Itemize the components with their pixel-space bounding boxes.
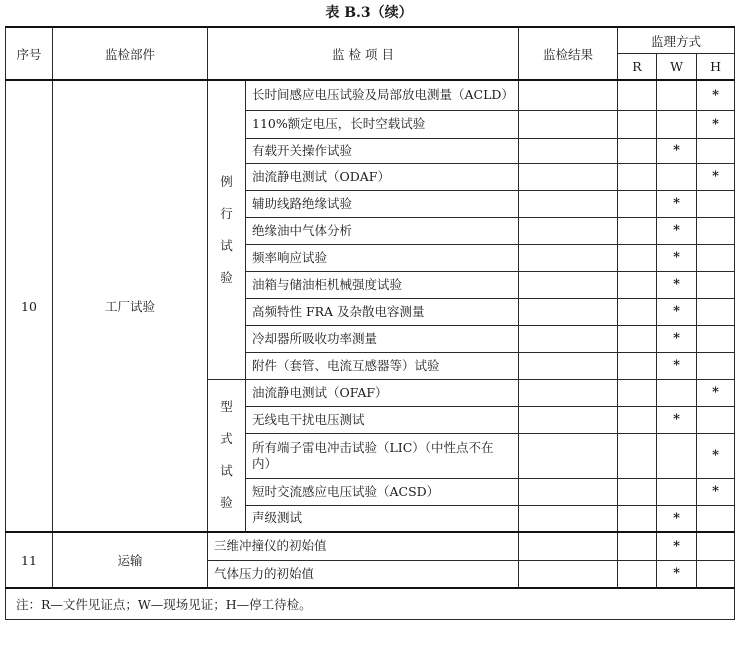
- item-text: 高频特性 FRA 及杂散电容测量: [246, 298, 519, 325]
- item-text: 油箱与储油柜机械强度试验: [246, 271, 519, 298]
- group-label-char: 试: [220, 237, 233, 253]
- mark-w: *: [657, 271, 697, 298]
- item-text: 所有端子雷电冲击试验（LIC）（中性点不在内）: [246, 433, 519, 478]
- result-cell: [519, 217, 618, 244]
- group-label-char: 例: [220, 173, 233, 189]
- mark-r: [618, 478, 657, 505]
- mark-w: *: [657, 190, 697, 217]
- group-label: [208, 379, 246, 532]
- result-cell: [519, 298, 618, 325]
- mark-h: [697, 505, 735, 532]
- mark-h: [697, 190, 735, 217]
- section-part: 工厂试验: [53, 80, 208, 532]
- mark-h: *: [697, 80, 735, 110]
- group-label-char: 型: [220, 399, 233, 415]
- mark-w: [657, 80, 697, 110]
- mark-w: [657, 110, 697, 138]
- mark-r: [618, 244, 657, 271]
- section-seq: 11: [6, 532, 53, 588]
- section-part: 运输: [53, 532, 208, 588]
- section-seq: 10: [6, 80, 53, 532]
- item-text: 声级测试: [246, 505, 519, 532]
- mark-r: [618, 298, 657, 325]
- mark-w: [657, 478, 697, 505]
- result-cell: [519, 244, 618, 271]
- group-label-char: 验: [220, 269, 233, 285]
- group-label-char: 行: [220, 205, 233, 221]
- mark-r: [618, 110, 657, 138]
- item-text: 三维冲撞仪的初始值: [208, 532, 519, 560]
- result-cell: [519, 406, 618, 433]
- header-result: 监检结果: [519, 27, 618, 80]
- item-text: 短时交流感应电压试验（ACSD）: [246, 478, 519, 505]
- mark-h: *: [697, 110, 735, 138]
- mark-w: *: [657, 138, 697, 163]
- header-part: 监检部件: [53, 27, 208, 80]
- result-cell: [519, 352, 618, 379]
- mark-r: [618, 190, 657, 217]
- group-label-char: 验: [220, 495, 233, 511]
- result-cell: [519, 560, 618, 588]
- mark-h: [697, 325, 735, 352]
- mark-h: [697, 298, 735, 325]
- note-row: [6, 588, 735, 620]
- mark-r: [618, 560, 657, 588]
- mark-h: [697, 352, 735, 379]
- mark-h: *: [697, 478, 735, 505]
- header-h: H: [697, 54, 735, 81]
- item-text: 气体压力的初始值: [208, 560, 519, 588]
- result-cell: [519, 190, 618, 217]
- mark-r: [618, 433, 657, 478]
- mark-r: [618, 379, 657, 406]
- item-text: 油流静电测试（ODAF）: [246, 163, 519, 190]
- mark-r: [618, 406, 657, 433]
- item-text: 绝缘油中气体分析: [246, 217, 519, 244]
- mark-h: [697, 406, 735, 433]
- item-text: 辅助线路绝缘试验: [246, 190, 519, 217]
- group-label-char: 试: [220, 463, 233, 479]
- mark-r: [618, 217, 657, 244]
- header-w: W: [657, 54, 697, 81]
- result-cell: [519, 110, 618, 138]
- mark-w: *: [657, 505, 697, 532]
- mark-h: [697, 271, 735, 298]
- mark-r: [618, 80, 657, 110]
- mark-w: *: [657, 325, 697, 352]
- header-row: [6, 27, 735, 54]
- mark-w: *: [657, 532, 697, 560]
- result-cell: [519, 478, 618, 505]
- mark-w: *: [657, 244, 697, 271]
- group-label: [208, 80, 246, 379]
- result-cell: [519, 433, 618, 478]
- mark-h: [697, 138, 735, 163]
- mark-h: [697, 244, 735, 271]
- result-cell: [519, 505, 618, 532]
- header-mode: 监理方式: [618, 27, 735, 54]
- mark-r: [618, 505, 657, 532]
- header-seq: 序号: [6, 27, 53, 80]
- mark-r: [618, 138, 657, 163]
- mark-h: [697, 532, 735, 560]
- item-text: 长时间感应电压试验及局部放电测量（ACLD）: [246, 80, 519, 110]
- result-cell: [519, 325, 618, 352]
- result-cell: [519, 532, 618, 560]
- mark-h: *: [697, 433, 735, 478]
- header-r: R: [618, 54, 657, 81]
- mark-w: *: [657, 217, 697, 244]
- result-cell: [519, 80, 618, 110]
- result-cell: [519, 271, 618, 298]
- mark-w: [657, 433, 697, 478]
- table-caption: 表 B.3（续）: [325, 5, 413, 21]
- mark-w: [657, 379, 697, 406]
- result-cell: [519, 138, 618, 163]
- mark-h: *: [697, 379, 735, 406]
- table-row: [6, 80, 735, 110]
- mark-r: [618, 163, 657, 190]
- mark-h: [697, 217, 735, 244]
- table-row: [6, 532, 735, 560]
- item-text: 附件（套管、电流互感器等）试验: [246, 352, 519, 379]
- mark-r: [618, 271, 657, 298]
- inspection-table: [5, 26, 735, 620]
- mark-h: *: [697, 163, 735, 190]
- mark-w: *: [657, 406, 697, 433]
- group-label-char: 式: [220, 431, 233, 447]
- item-text: 冷却器所吸收功率测量: [246, 325, 519, 352]
- table-note: 注：R—文件见证点；W—现场见证；H—停工待检。: [6, 588, 735, 620]
- mark-r: [618, 352, 657, 379]
- mark-w: *: [657, 352, 697, 379]
- mark-w: [657, 163, 697, 190]
- item-text: 有载开关操作试验: [246, 138, 519, 163]
- item-text: 频率响应试验: [246, 244, 519, 271]
- result-cell: [519, 379, 618, 406]
- mark-r: [618, 325, 657, 352]
- mark-r: [618, 532, 657, 560]
- mark-w: *: [657, 560, 697, 588]
- header-item: 监 检 项 目: [208, 27, 519, 80]
- item-text: 油流静电测试（OFAF）: [246, 379, 519, 406]
- item-text: 110%额定电压，长时空载试验: [246, 110, 519, 138]
- result-cell: [519, 163, 618, 190]
- mark-h: [697, 560, 735, 588]
- item-text: 无线电干扰电压测试: [246, 406, 519, 433]
- mark-w: *: [657, 298, 697, 325]
